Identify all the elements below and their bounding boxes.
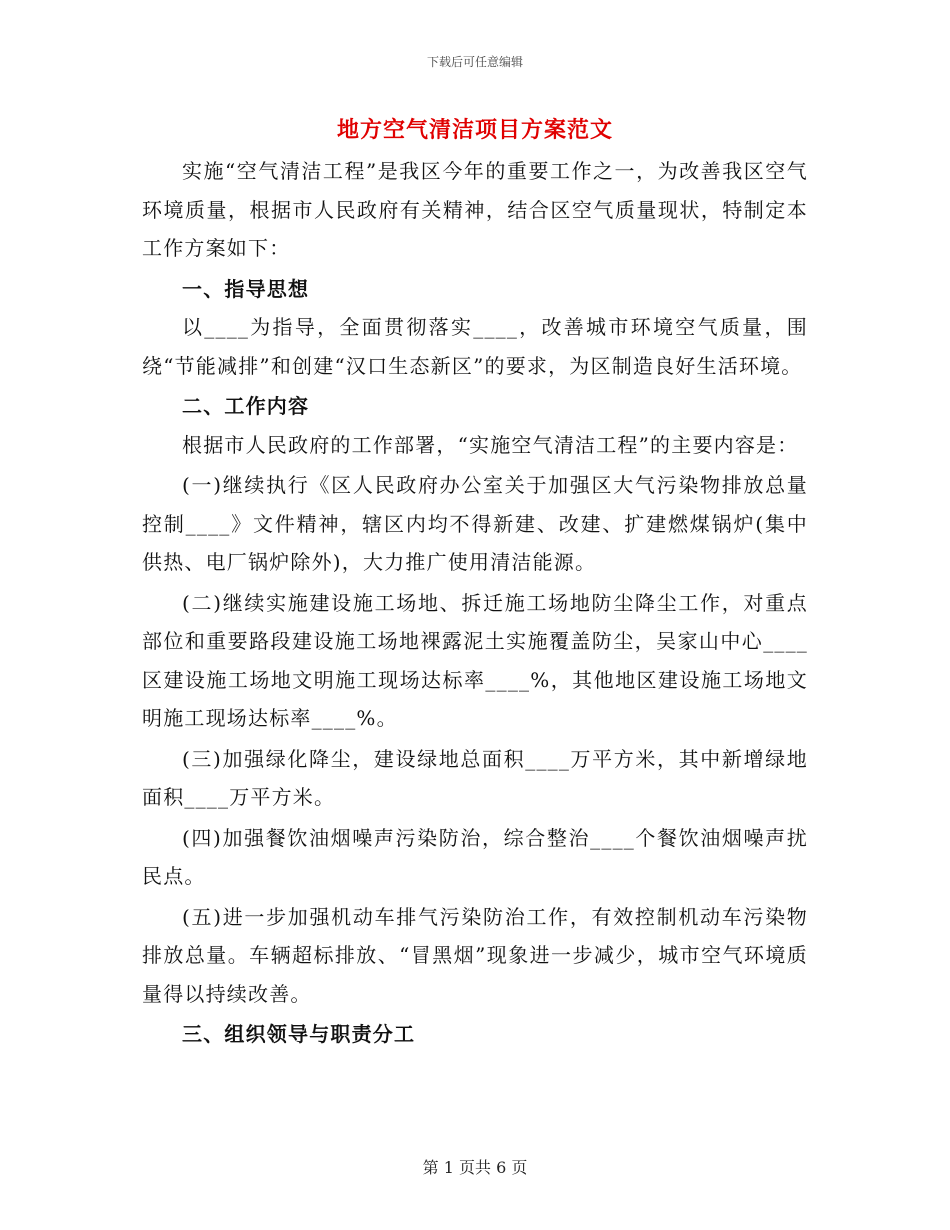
page-footer: 第 1 页共 6 页 bbox=[422, 1158, 528, 1177]
document-title: 地方空气清洁项目方案范文 bbox=[336, 117, 613, 143]
section3-heading: 三、组织领导与职责分工 bbox=[182, 1022, 416, 1046]
section2-item-5: (五)进一步加强机动车排气污染防治工作，有效控制机动车污染物排放总量。车辆超标排放、“冒黑烟”现象进一步减少，城市空气环境质量得以持续改善。 bbox=[142, 904, 808, 1006]
intro-paragraph: 实施“空气清洁工程”是我区今年的重要工作之一，为改善我区空气环境质量，根据市人民政府有关精神，结合区空气质量现状，特制定本工作方案如下： bbox=[142, 159, 808, 260]
section2-item-2: (二)继续实施建设施工场地、拆迁施工场地防尘降尘工作，对重点部位和重要路段建设施工场地裸露泥土实施覆盖防尘，吴家山中心____区建设施工场地文明施工现场达标率____%，其他地区建设施工场地文明施工现场达标率____%。 bbox=[142, 590, 808, 730]
section2-item-4: (四)加强餐饮油烟噪声污染防治，综合整治____个餐饮油烟噪声扰民点。 bbox=[142, 825, 808, 888]
section2-item-1: (一)继续执行《区人民政府办公室关于加强区大气污染物排放总量控制____》文件精神，辖区内均不得新建、改建、扩建燃煤锅炉(集中供热、电厂锅炉除外)，大力推广使用清洁能源。 bbox=[142, 473, 808, 574]
section2-heading: 二、工作内容 bbox=[182, 394, 310, 418]
section1-paragraph: 以____为指导，全面贯彻落实____，改善城市环境空气质量，围绕“节能减排”和创建“汉口生态新区”的要求，为区制造良好生活环境。 bbox=[142, 315, 808, 378]
document-body bbox=[142, 152, 808, 1054]
section2-intro-paragraph: 根据市人民政府的工作部署，“实施空气清洁工程”的主要内容是： bbox=[182, 432, 799, 457]
section1-heading: 一、指导思想 bbox=[182, 276, 310, 301]
header-note: 下载后可任意编辑 bbox=[426, 55, 523, 69]
section2-item-3: (三)加强绿化降尘，建设绿地总面积____万平方米，其中新增绿地面积____万平方米。 bbox=[142, 746, 808, 809]
